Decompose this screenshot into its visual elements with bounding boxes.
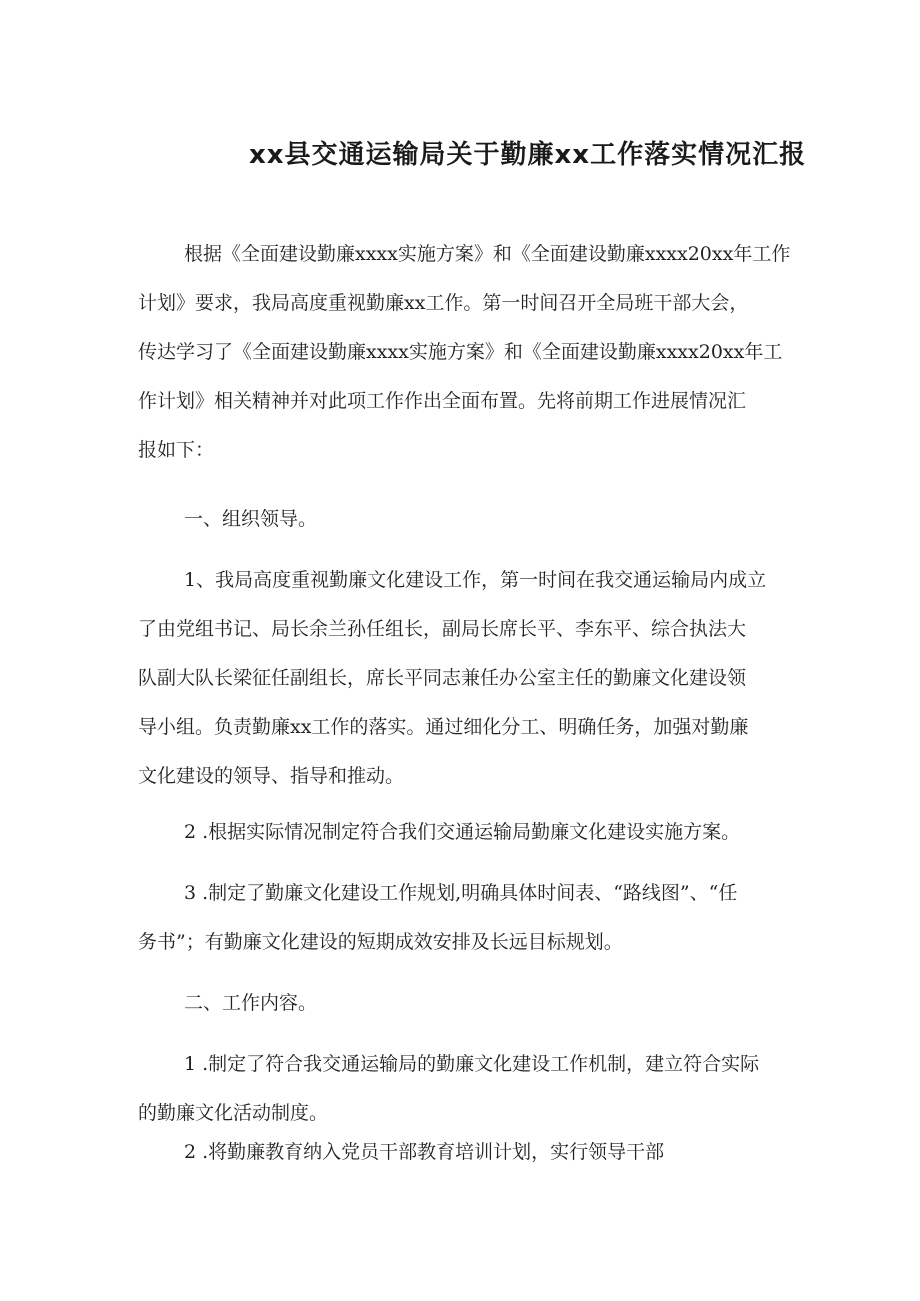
- item-line: 导小组。负责勤廉xx工作的落实。通过细化分工、明确任务，加强对勤廉: [138, 716, 749, 738]
- section1-item1-paragraph: [138, 556, 788, 801]
- section1-item3-paragraph: [138, 869, 788, 967]
- item-line: 2 .将勤廉教育纳入党员干部教育培训计划，实行领导干部: [184, 1141, 665, 1163]
- item-line: 3 .制定了勤廉文化建设工作规划,明确具体时间表、“路线图”、“任: [184, 882, 738, 904]
- section-heading: 二、工作内容。: [184, 992, 318, 1014]
- item-line: 务书”；有勤廉文化建设的短期成效安排及长远目标规划。: [138, 931, 623, 953]
- section1-heading-block: [138, 495, 788, 544]
- intro-line: 报如下：: [138, 439, 215, 461]
- intro-line: 根据《全面建设勤廉xxxx实施方案》和《全面建设勤廉xxxx20xx年工作: [184, 243, 791, 265]
- intro-paragraph: [138, 230, 791, 475]
- document-title: xx县交通运输局关于勤廉xx工作落实情况汇报: [249, 140, 807, 170]
- intro-line: 计划》要求，我局高度重视勤廉xx工作。第一时间召开全局班干部大会，: [138, 292, 749, 314]
- item-line: 了由党组书记、局长余兰孙任组长，副局长席长平、李东平、综合执法大: [138, 618, 747, 640]
- item-line: 1、我局高度重视勤廉文化建设工作，第一时间在我交通运输局内成立: [184, 569, 767, 591]
- intro-line: 传达学习了《全面建设勤廉xxxx实施方案》和《全面建设勤廉xxxx20xx年工: [138, 341, 783, 363]
- section2-item1-paragraph: [138, 1040, 788, 1138]
- section-heading: 一、组织领导。: [184, 508, 318, 530]
- section2-heading-block: [138, 979, 788, 1028]
- item-line: 1 .制定了符合我交通运输局的勤廉文化建设工作机制，建立符合实际: [184, 1053, 760, 1075]
- item-line: 2 .根据实际情况制定符合我们交通运输局勤廉文化建设实施方案。: [184, 821, 741, 843]
- item-line: 文化建设的领导、指导和推动。: [138, 765, 405, 787]
- intro-line: 作计划》相关精神并对此项工作作出全面布置。先将前期工作进展情况汇: [138, 390, 747, 412]
- section2-item2-paragraph: [138, 1128, 788, 1177]
- item-line: 的勤廉文化活动制度。: [138, 1102, 329, 1124]
- item-line: 队副大队长梁征任副组长，席长平同志兼任办公室主任的勤廉文化建设领: [138, 667, 747, 689]
- section1-item2-paragraph: [138, 808, 788, 857]
